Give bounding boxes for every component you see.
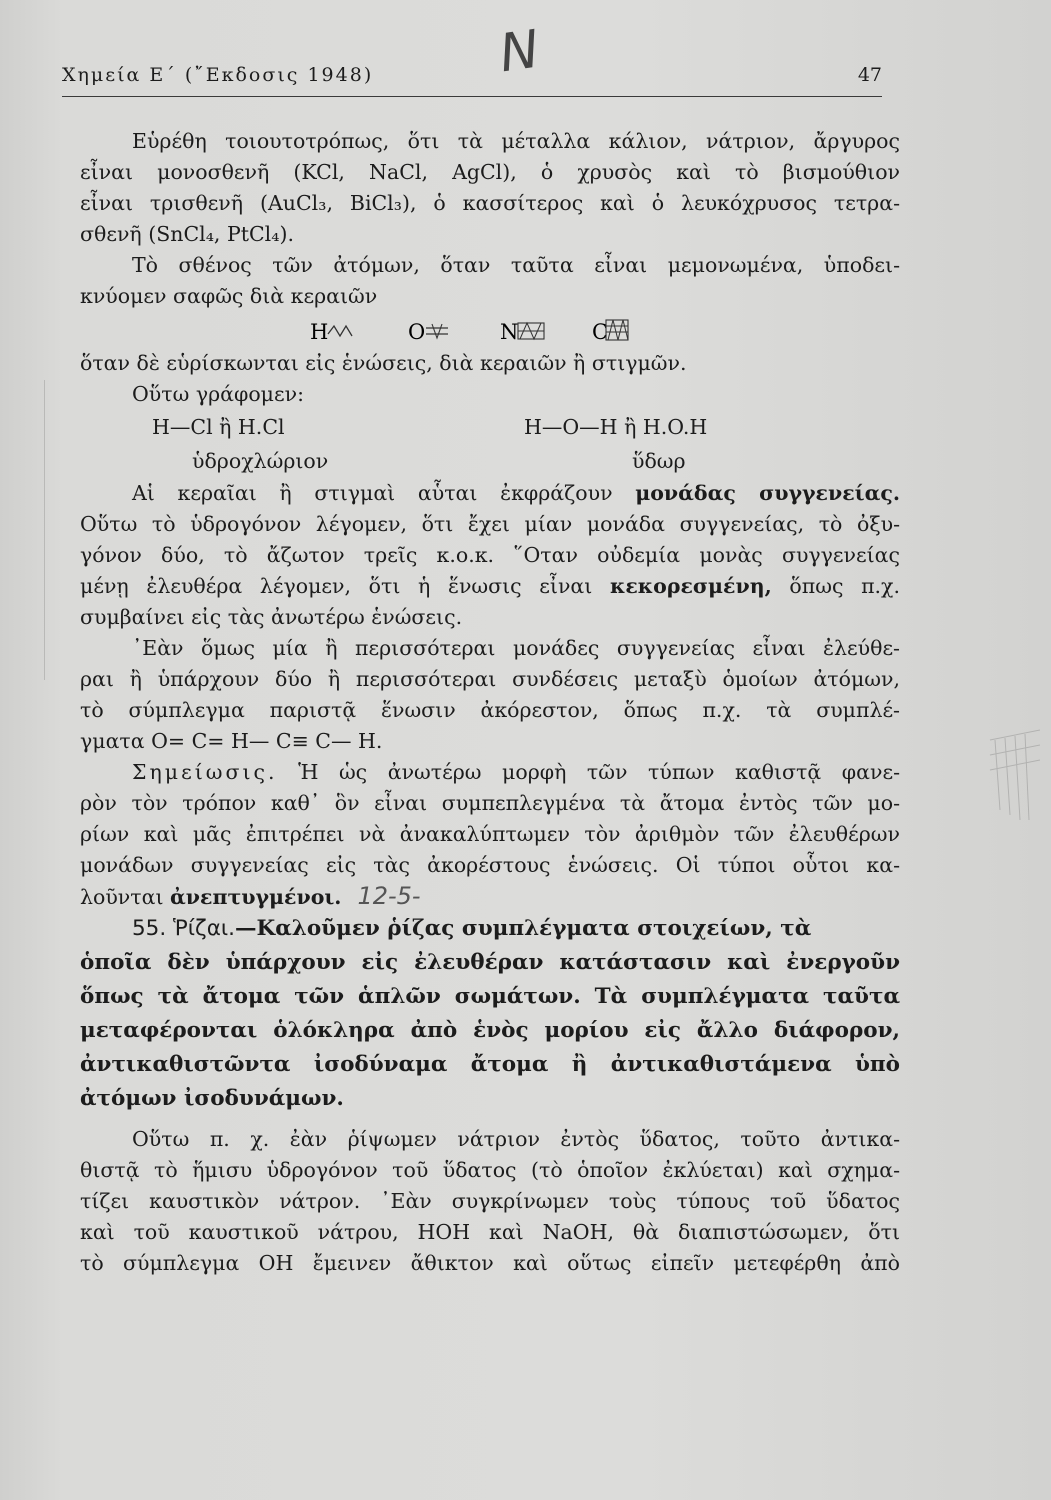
text-line: σθενῆ (SnCl₄, PtCl₄).	[80, 222, 294, 246]
text-line: ρίων καὶ μᾶς ἐπιτρέπει νὰ ἀνακαλύπτωμεν τὸν ἀριθμὸν τῶν ἐλευθέρων	[80, 822, 900, 846]
text-line: Εὑρέθη τοιουτοτρόπως, ὅτι τὰ μέταλλα κάλιον, νάτριον, ἄργυρος	[132, 129, 900, 153]
text-line: εἶναι μονοσθενῆ (KCl, NaCl, AgCl), ὁ χρυσὸς καὶ τὸ βισμούθιον	[80, 160, 900, 184]
text-line: τὸ σύμπλεγμα παριστᾷ ἕνωσιν ἀκόρεστον, ὅπως π.χ. τὰ συμπλέ-	[80, 698, 900, 722]
text-line	[80, 478, 900, 509]
text-line: γματα O= C= H— C≡ C— H.	[80, 729, 383, 753]
text-line: Οὕτω π. χ. ἐὰν ῥίψωμεν νάτριον ἐντὸς ὕδατος, τοῦτο ἀντικα-	[132, 1127, 900, 1151]
text-line: τίζει καυστικὸν νάτρον. ᾿Εὰν συγκρίνωμεν τοὺς τύπους τοῦ ὕδατος	[80, 1189, 900, 1213]
text-line: τὸ σύμπλεγμα OH ἔμεινεν ἄθικτον καὶ οὕτως εἰπεῖν μετεφέρθη ἀπὸ	[80, 1251, 900, 1275]
text-run: ὅπως π.χ.	[771, 574, 900, 598]
text-line: μεταφέρονται ὁλόκληρα ἀπὸ ἑνὸς μορίου εἰς ἄλλο διάφορον,	[80, 1018, 900, 1043]
text-line: ρὸν τὸν τρόπον καθ᾿ ὃν εἶναι συμπεπλεγμένα τὰ ἄτομα ἐντὸς τῶν μο-	[80, 791, 900, 815]
valence-h	[310, 320, 352, 344]
name-h2o: ὕδωρ	[632, 449, 686, 473]
text-line: ὅπως τὰ ἄτομα τῶν ἁπλῶν σωμάτων. Τὰ συμπλέγματα ταῦτα	[80, 984, 900, 1009]
text-line	[80, 757, 900, 788]
text-line: ὅταν δὲ εὑρίσκωνται εἰς ἑνώσεις, διὰ κεραιῶν ἢ στιγμῶν.	[80, 351, 687, 375]
handwritten-note: 12-5-	[357, 882, 421, 910]
term-affinity-units: μονάδας συγγενείας.	[635, 481, 900, 505]
valence-c	[592, 320, 628, 344]
name-hcl: ὑδροχλώριον	[192, 449, 329, 473]
text-line: ραι ἢ ὑπάρχουν δύο ἢ περισσότεραι συνδέσεις μεταξὺ ὁμοίων ἀτόμων,	[80, 667, 900, 691]
section-number: 55. Ῥίζαι.	[132, 916, 236, 941]
text-run: λοῦνται	[80, 885, 170, 909]
valence-n	[500, 320, 544, 344]
text-run: Ἡ ὡς ἀνωτέρω μορφὴ τῶν τύπων καθιστᾷ φανε-	[277, 760, 900, 784]
formula-row	[80, 410, 900, 444]
symbol-n: N	[500, 320, 519, 344]
bleed-through-artifact	[985, 720, 1045, 840]
running-title: Χημεία Ε΄ (῎Εκδοσις 1948)	[62, 64, 374, 86]
text-line: ἀτόμων ἰσοδυνάμων.	[80, 1086, 344, 1111]
text-line: θιστᾷ τὸ ἥμισυ ὑδρογόνον τοῦ ὕδατος (τὸ ὁποῖον ἐκλύεται) καὶ σχημα-	[80, 1158, 900, 1182]
text-line: γόνον δύο, τὸ ἄζωτον τρεῖς κ.ο.κ. ῞Οταν οὐδεμία μονὰς συγγενείας	[80, 543, 900, 567]
text-run: μένῃ ἐλευθέρα λέγομεν, ὅτι ἡ ἕνωσις εἶναι	[80, 574, 610, 598]
text-line: καὶ τοῦ καυστικοῦ νάτρου, HOH καὶ NaOH, θὰ διαπιστώσωμεν, ὅτι	[80, 1220, 900, 1244]
section-heading-line	[80, 912, 900, 946]
term-saturated: κεκορεσμένη,	[609, 574, 772, 598]
valence-symbols-svg	[80, 312, 900, 348]
text-line: συμβαίνει εἰς τὰς ἀνωτέρω ἑνώσεις.	[80, 605, 463, 629]
text-line	[80, 571, 900, 602]
formula-h2o: H—O—H ἢ H.O.H	[524, 415, 708, 439]
text-line	[80, 881, 900, 912]
page-number: 47	[857, 64, 882, 86]
text-line: ὁποῖα δὲν ὑπάρχουν εἰς ἐλευθέραν κατάστασιν καὶ ἐνεργοῦν	[80, 950, 900, 975]
text-run: Αἱ κεραῖαι ἢ στιγμαὶ αὗται ἐκφράζουν	[132, 481, 636, 505]
page-header	[62, 62, 882, 97]
symbol-h: H	[310, 320, 329, 344]
handwritten-mark: N	[496, 19, 543, 85]
margin-line	[44, 380, 45, 680]
symbol-o: O	[408, 320, 426, 344]
formula-name-row	[80, 444, 900, 478]
text-line: κνύομεν σαφῶς διὰ κεραιῶν	[80, 284, 378, 308]
text-line: Τὸ σθένος τῶν ἀτόμων, ὅταν ταῦτα εἶναι μεμονωμένα, ὑποδει-	[132, 253, 900, 277]
valence-o	[408, 320, 448, 344]
text-line: μονάδων συγγενείας εἰς τὰς ἀκορέστους ἑνώσεις. Οἱ τύποι οὗτοι κα-	[80, 853, 900, 877]
formula-hcl: H—Cl ἢ H.Cl	[152, 415, 285, 439]
symbol-c: C	[592, 320, 609, 344]
page-body	[80, 126, 900, 1279]
note-label: Σημείωσις.	[132, 760, 278, 784]
text-line: Οὕτω τὸ ὑδρογόνον λέγομεν, ὅτι ἔχει μίαν μονάδα συγγενείας, τὸ ὀξυ-	[80, 512, 900, 536]
text-line: Οὕτω γράφομεν:	[132, 382, 304, 406]
text-line: εἶναι τρισθενῆ (AuCl₃, BiCl₃), ὁ κασσίτερος καὶ ὁ λευκόχρυσος τετρα-	[80, 191, 900, 215]
text-line: ᾿Εὰν ὅμως μία ἢ περισσότεραι μονάδες συγγενείας εἶναι ἐλεύθε-	[132, 636, 900, 660]
text-line: ἀντικαθιστῶντα ἰσοδύναμα ἄτομα ἢ ἀντικαθιστάμενα ὑπὸ	[80, 1052, 900, 1077]
term-expanded: ἀνεπτυγμένοι.	[170, 885, 342, 909]
text-run: —Καλοῦμεν ῥίζας συμπλέγματα στοιχείων, τὰ	[235, 916, 812, 941]
valence-diagram	[80, 312, 900, 348]
